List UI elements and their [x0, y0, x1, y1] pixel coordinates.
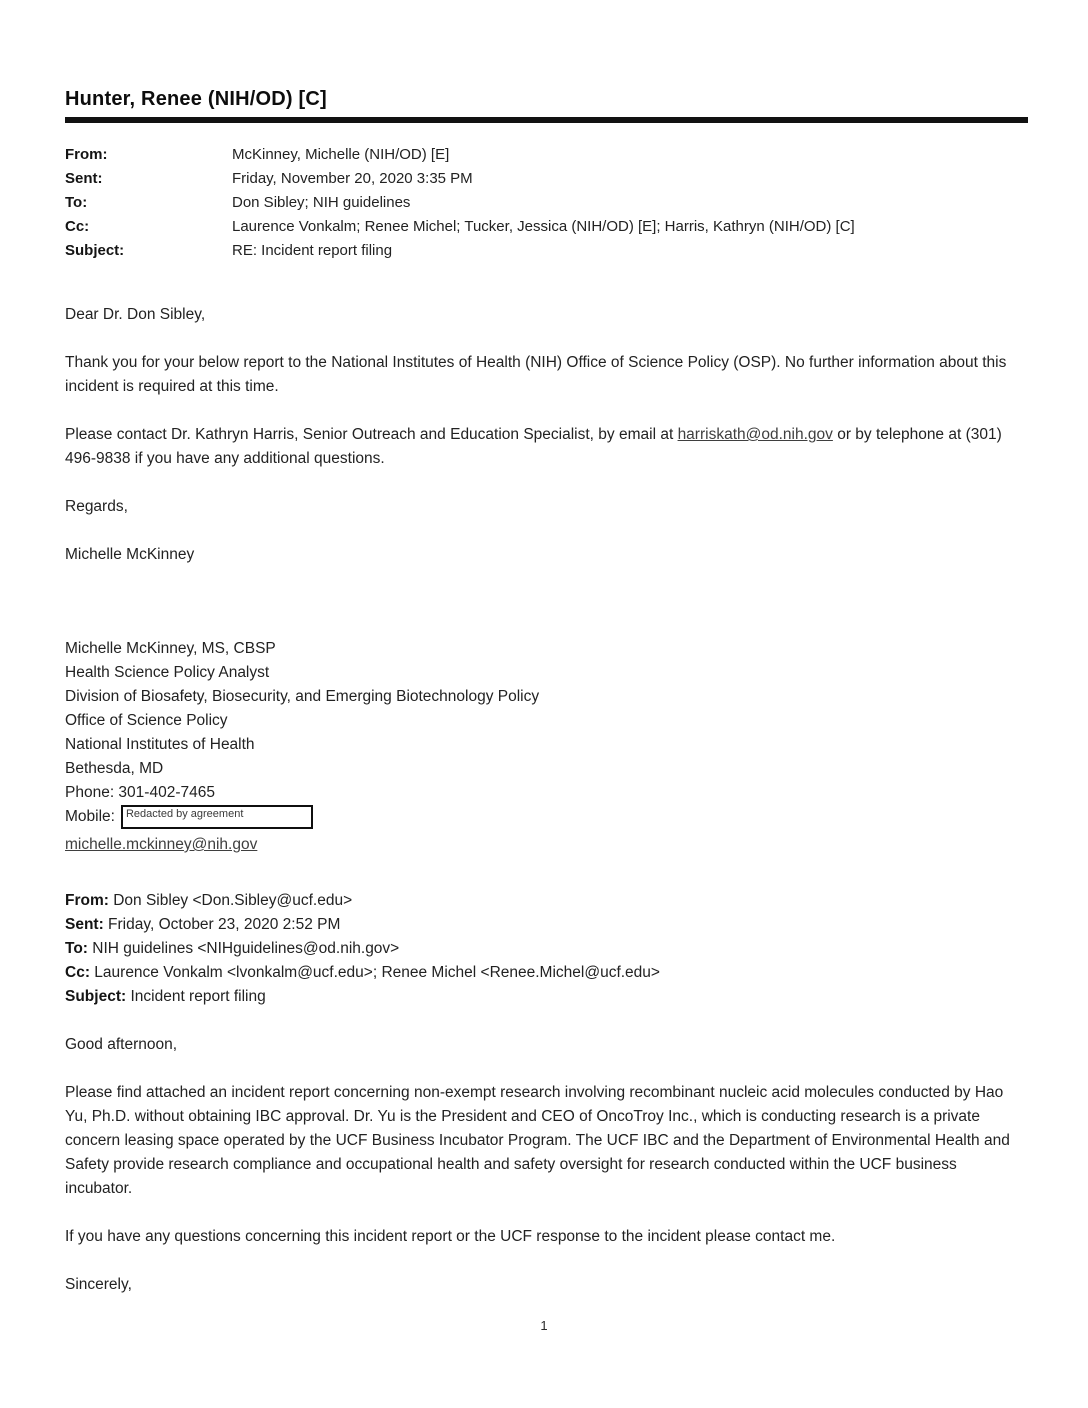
email2-label-cc: Cc:: [65, 964, 90, 981]
email2-header-line-to: [65, 937, 1028, 961]
email2-value-cc: Laurence Vonkalm <lvonkalm@ucf.edu>; Renee Michel <Renee.Michel@ucf.edu>: [89, 964, 660, 981]
email1-closing: Regards,: [65, 498, 128, 515]
email2-value-from: Don Sibley <Don.Sibley@ucf.edu>: [108, 892, 353, 909]
signature-phone: Phone: 301-402-7465: [65, 784, 215, 801]
email2-value-to: NIH guidelines <NIHguidelines@od.nih.gov>: [87, 940, 400, 957]
mckinney-email-link[interactable]: michelle.mckinney@nih.gov: [65, 836, 258, 853]
email2-label-subject: Subject:: [65, 988, 127, 1005]
signature-office: Office of Science Policy: [65, 712, 228, 729]
email2-header-line-sent: [65, 913, 1028, 937]
email1-header-row-to: [65, 191, 1028, 215]
email2-salutation: Good afternoon,: [65, 1036, 178, 1053]
email2-closing: Sincerely,: [65, 1276, 132, 1293]
email1-salutation: Dear Dr. Don Sibley,: [65, 306, 206, 323]
signature-mobile-line: [65, 805, 1028, 833]
email2-paragraph-1: Please find attached an incident report concerning non-exempt research involving recombinant nucleic acid molecules conducted by Hao Yu, Ph.D. without obtaining IBC approval. Dr. Yu is the President and CEO of OncoTroy Inc., which is conducting research is a private concern leasing space operated by the UCF Business Incubator Program. The UCF IBC and the Department of Environmental Health and Safety provide research compliance and occupational health and safety oversight for research conducted within the UCF business incubator.: [65, 1084, 1010, 1197]
signature-location: Bethesda, MD: [65, 760, 164, 777]
page-number: 1: [540, 1318, 548, 1333]
signature-mobile-label: Mobile:: [65, 808, 115, 825]
header-label-cc: Cc:: [65, 218, 90, 235]
signature-institution: National Institutes of Health: [65, 736, 255, 753]
document-content: [65, 86, 1028, 1297]
signature-job-title: Health Science Policy Analyst: [65, 664, 270, 681]
email1-header-block: [65, 143, 1028, 263]
harriskath-email-link[interactable]: harriskath@od.nih.gov: [677, 426, 833, 443]
email1-paragraph-2-before: Please contact Dr. Kathryn Harris, Senior Outreach and Education Specialist, by email at: [65, 426, 678, 443]
header-label-sent: Sent:: [65, 170, 103, 187]
thread-owner-title: Hunter, Renee (NIH/OD) [C]: [65, 86, 1028, 123]
header-value-cc: Laurence Vonkalm; Renee Michel; Tucker, Jessica (NIH/OD) [E]; Harris, Kathryn (NIH/OD) [C]: [232, 218, 855, 235]
email2-header-line-cc: [65, 961, 1028, 985]
header-value-from: McKinney, Michelle (NIH/OD) [E]: [232, 146, 450, 163]
signature-email-line: [65, 833, 1028, 857]
email2-header-line-subject: [65, 985, 1028, 1009]
email1-signed-name: Michelle McKinney: [65, 546, 195, 563]
header-value-to: Don Sibley; NIH guidelines: [232, 194, 411, 211]
email2-label-to: To:: [65, 940, 88, 957]
header-label-from: From:: [65, 146, 108, 163]
email2-value-sent: Friday, October 23, 2020 2:52 PM: [103, 916, 341, 933]
header-value-sent: Friday, November 20, 2020 3:35 PM: [232, 170, 473, 187]
email1-header-row-sent: [65, 167, 1028, 191]
email2-paragraph-2: If you have any questions concerning this incident report or the UCF response to the incident please contact me.: [65, 1228, 836, 1245]
email1-header-row-cc: [65, 215, 1028, 239]
email1-header-row-subject: [65, 239, 1028, 263]
email1-header-row-from: [65, 143, 1028, 167]
email2-header-block: [65, 889, 1028, 1009]
email1-paragraph-1: Thank you for your below report to the National Institutes of Health (NIH) Office of Science Policy (OSP). No further information about this incident is required at this time.: [65, 354, 1007, 395]
email1-paragraph-2: [65, 423, 1028, 471]
email2-header-line-from: [65, 889, 1028, 913]
header-label-subject: Subject:: [65, 242, 125, 259]
email1-paragraph-2-after: or by telephone at (301) 496-9838 if you have any additional questions.: [65, 426, 1002, 467]
signature-division: Division of Biosafety, Biosecurity, and Emerging Biotechnology Policy: [65, 688, 540, 705]
header-label-to: To:: [65, 194, 88, 211]
email2-label-sent: Sent:: [65, 916, 104, 933]
signature-block: [65, 637, 1028, 857]
header-value-subject: RE: Incident report filing: [232, 242, 393, 259]
signature-name: Michelle McKinney, MS, CBSP: [65, 640, 276, 657]
email2-value-subject: Incident report filing: [126, 988, 266, 1005]
email2-label-from: From:: [65, 892, 109, 909]
mobile-redaction-box: Redacted by agreement: [121, 805, 313, 829]
